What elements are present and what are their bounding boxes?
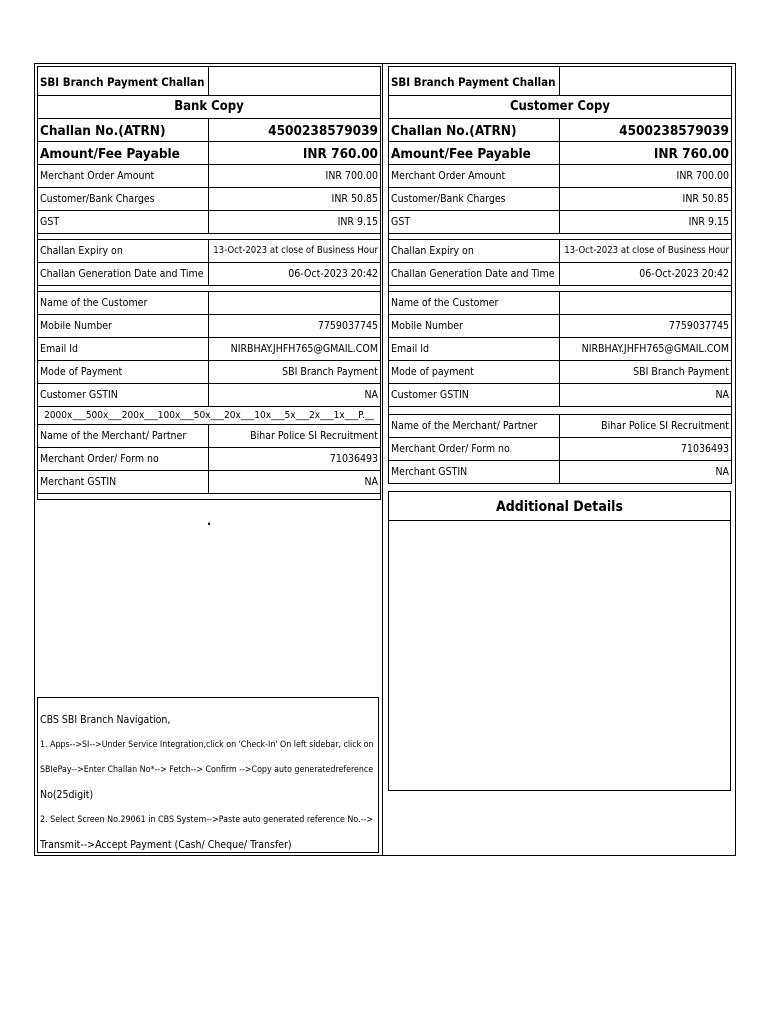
nav-line: 2. Select Screen No.29061 in CBS System-->Paste auto generated reference No.-->	[40, 815, 374, 825]
table-row	[388, 240, 732, 263]
denomination-line: 2000x___500x___200x___100x___50x___20x___10x___5x___2x___1x___P.__	[37, 407, 381, 425]
row-label: Name of the Merchant/ Partner	[389, 415, 560, 437]
table-row	[388, 263, 732, 286]
row-label: Merchant Order Amount	[389, 165, 560, 187]
amount-breakdown	[37, 165, 381, 234]
amount-row	[37, 142, 381, 165]
row-value: INR 9.15	[688, 216, 729, 228]
table-row	[37, 315, 381, 338]
merchant-details	[388, 415, 732, 484]
table-row	[37, 165, 381, 188]
row-value: INR 9.15	[337, 216, 378, 228]
row-value: NA	[364, 389, 378, 401]
row-label: Name of the Merchant/ Partner	[38, 425, 209, 447]
amount-value: INR 760.00	[653, 146, 729, 162]
row-value	[560, 292, 731, 314]
table-row	[37, 361, 381, 384]
table-row	[37, 292, 381, 315]
copy-divider	[382, 63, 383, 856]
amount-label: Amount/Fee Payable	[389, 142, 560, 164]
table-row	[388, 384, 732, 407]
challan-no-value: 4500238579039	[619, 123, 729, 139]
row-label: Merchant GSTIN	[389, 461, 560, 483]
nav-line: SBIePay-->Enter Challan No*--> Fetch--> Confirm -->Copy auto generatedreference	[40, 765, 374, 775]
row-label: Merchant Order Amount	[38, 165, 209, 187]
amount-value: INR 760.00	[302, 146, 378, 162]
row-value: SBI Branch Payment	[282, 366, 378, 378]
row-value: INR 50.85	[331, 193, 378, 205]
row-label: Customer/Bank Charges	[38, 188, 209, 210]
row-value: NA	[715, 389, 729, 401]
challan-no-label: Challan No.(ATRN)	[389, 119, 560, 141]
table-row	[388, 188, 732, 211]
row-label: Email Id	[38, 338, 209, 360]
table-row	[37, 471, 381, 494]
row-label: Name of the Customer	[389, 292, 560, 314]
title-empty-cell	[560, 67, 731, 95]
row-value: 7759037745	[668, 320, 729, 332]
row-value: NIRBHAY.JHFH765@GMAIL.COM	[230, 343, 378, 355]
challan-no-row	[37, 119, 381, 142]
title-row	[388, 66, 732, 96]
challan-no-value: 4500238579039	[268, 123, 378, 139]
row-label: Merchant Order/ Form no	[389, 438, 560, 460]
row-label: Mobile Number	[389, 315, 560, 337]
row-label: Mode of Payment	[38, 361, 209, 383]
row-label: Merchant GSTIN	[38, 471, 209, 493]
row-value: INR 700.00	[676, 170, 729, 182]
challan-title: SBI Branch Payment Challan	[38, 67, 209, 95]
row-label: Challan Generation Date and Time	[38, 263, 209, 285]
table-row	[37, 384, 381, 407]
section-spacer	[388, 407, 732, 415]
amount-label: Amount/Fee Payable	[38, 142, 209, 164]
customer-details	[388, 292, 732, 407]
table-row	[37, 263, 381, 286]
row-value: 71036493	[680, 443, 729, 455]
row-value: 7759037745	[317, 320, 378, 332]
table-row	[388, 338, 732, 361]
row-label: GST	[389, 211, 560, 233]
nav-line: No(25digit)	[40, 789, 94, 801]
table-row	[388, 361, 732, 384]
row-label: Merchant Order/ Form no	[38, 448, 209, 470]
row-value: INR 50.85	[682, 193, 729, 205]
row-value: Bihar Police SI Recruitment	[601, 420, 729, 432]
row-value: NIRBHAY.JHFH765@GMAIL.COM	[581, 343, 729, 355]
copy-row	[37, 96, 381, 119]
nav-line: Transmit-->Accept Payment (Cash/ Cheque/ Transfer)	[40, 839, 292, 851]
copy-row	[388, 96, 732, 119]
nav-line: CBS SBI Branch Navigation,	[40, 714, 171, 726]
table-row	[388, 461, 732, 484]
nav-line: 1. Apps-->SI-->Under Service Integration,click on 'Check-In' On left sidebar, click on	[40, 740, 374, 750]
row-label: Customer/Bank Charges	[389, 188, 560, 210]
row-value: 71036493	[329, 453, 378, 465]
additional-details-box	[388, 491, 731, 791]
challan-dates	[37, 240, 381, 286]
amount-row	[388, 142, 732, 165]
additional-details-heading: Additional Details	[389, 492, 730, 521]
row-label: Customer GSTIN	[38, 384, 209, 406]
row-label: Mode of payment	[389, 361, 560, 383]
table-row	[37, 240, 381, 263]
section-spacer	[37, 494, 381, 500]
row-value: 06-Oct-2023 20:42	[288, 268, 378, 280]
table-row	[37, 448, 381, 471]
table-row	[388, 211, 732, 234]
table-row	[388, 415, 732, 438]
bank-copy-panel	[37, 66, 381, 500]
challan-dates	[388, 240, 732, 286]
table-row	[388, 438, 732, 461]
row-value: NA	[715, 466, 729, 478]
row-label: Challan Generation Date and Time	[389, 263, 560, 285]
merchant-details	[37, 425, 381, 494]
table-row	[388, 165, 732, 188]
row-value: INR 700.00	[325, 170, 378, 182]
title-empty-cell	[209, 67, 380, 95]
table-row	[37, 188, 381, 211]
table-row	[37, 211, 381, 234]
row-value: NA	[364, 476, 378, 488]
challan-no-label: Challan No.(ATRN)	[38, 119, 209, 141]
row-label: Mobile Number	[38, 315, 209, 337]
row-label: Email Id	[389, 338, 560, 360]
row-value: 13-Oct-2023 at close of Business Hour	[564, 245, 729, 256]
title-row	[37, 66, 381, 96]
row-value	[209, 292, 380, 314]
row-value: SBI Branch Payment	[633, 366, 729, 378]
row-label: GST	[38, 211, 209, 233]
row-value: 13-Oct-2023 at close of Business Hour	[213, 245, 378, 256]
copy-label: Bank Copy	[174, 99, 244, 114]
copy-label: Customer Copy	[509, 99, 611, 114]
table-row	[37, 338, 381, 361]
table-row	[388, 292, 732, 315]
challan-title: SBI Branch Payment Challan	[389, 67, 560, 95]
stray-dot: .	[207, 514, 212, 528]
row-label: Challan Expiry on	[389, 240, 560, 262]
row-label: Name of the Customer	[38, 292, 209, 314]
row-label: Challan Expiry on	[38, 240, 209, 262]
cbs-navigation-box	[37, 697, 379, 853]
amount-breakdown	[388, 165, 732, 234]
customer-details	[37, 292, 381, 407]
customer-copy-panel	[388, 66, 732, 484]
table-row	[37, 425, 381, 448]
table-row	[388, 315, 732, 338]
row-value: 06-Oct-2023 20:42	[639, 268, 729, 280]
row-label: Customer GSTIN	[389, 384, 560, 406]
row-value: Bihar Police SI Recruitment	[250, 430, 378, 442]
challan-no-row	[388, 119, 732, 142]
